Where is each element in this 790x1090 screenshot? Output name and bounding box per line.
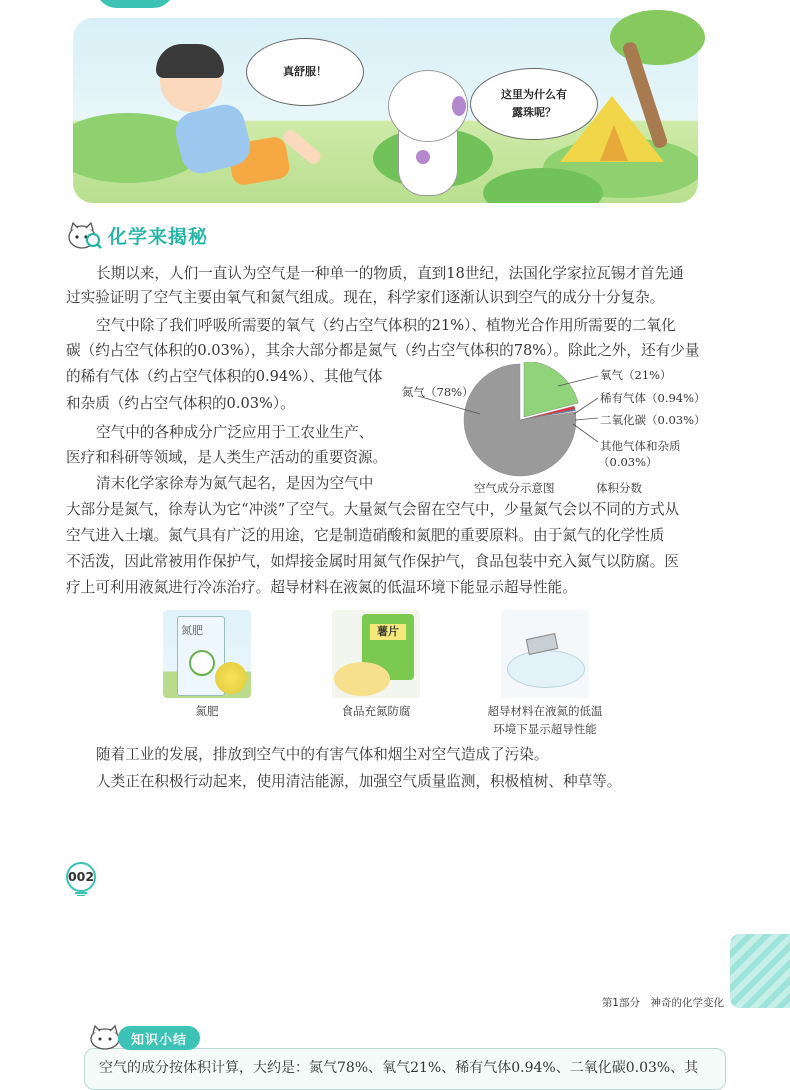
caption-superconductor-1: 超导材料在液氮的低温 [487, 704, 603, 718]
leader-line-co2 [575, 418, 598, 420]
paragraph-line: 空气中的各种成分广泛应用于工农业生产、 [96, 424, 374, 441]
superconductor-picture [501, 610, 589, 698]
fertilizer-bag-text: 氮肥 [181, 624, 203, 637]
paragraph-line: 空气中除了我们呼吸所需要的氧气（约占空气体积的21%）、植物光合作用所需要的二氧化 [96, 317, 676, 334]
pie-label-other-line2: （0.03%） [598, 455, 658, 469]
bubble-boy-text: 真舒服！ [283, 65, 327, 79]
caption-food-nitrogen: 食品充氮防腐 [341, 704, 411, 718]
cat-spot [416, 150, 430, 164]
paragraph-line: 清末化学家徐寿为氮气起名，是因为空气中 [96, 475, 374, 492]
chart-title: 空气成分示意图 [474, 481, 555, 495]
chart-subtitle: 体积分数 [596, 481, 642, 495]
chips-picture [332, 610, 420, 698]
knowledge-summary-text: 空气的成分按体积计算，大约是：氮气78%、氧气21%、稀有气体0.94%、二氧化碳0.03%、其 [99, 1060, 699, 1076]
paragraph-line: 长期以来，人们一直认为空气是一种单一的物质，直到18世纪，法国化学家拉瓦锡才首先通 [96, 265, 684, 282]
knowledge-summary-box [84, 1048, 726, 1090]
side-tab-decoration [730, 934, 790, 1008]
speech-bubble-boy [246, 38, 364, 106]
granules-dish [215, 662, 247, 694]
paragraph-line: 不活泼，因此常被用作保护气，如焊接金属时用氮气作保护气，食品包装中充入氮气以防腐。医 [66, 553, 679, 570]
paragraph-line: 随着工业的发展，排放到空气中的有害气体和烟尘对空气造成了污染。 [96, 746, 549, 763]
paragraph-line: 医疗和科研等领域，是人类生产活动的重要资源。 [66, 449, 388, 466]
page-number: 002 [67, 869, 95, 884]
leader-line-other [573, 424, 598, 442]
speech-bubble-cat [470, 68, 598, 140]
boy-hair [156, 44, 224, 78]
bubble-cat-text-2: 露珠呢？ [512, 106, 556, 119]
caption-fertilizer: 氮肥 [195, 704, 219, 718]
paragraph-line: 碳（约占空气体积的0.03%），其余大部分都是氮气（约占空气体积的78%）。除此之外，还有少量 [66, 342, 700, 359]
cat-spot [452, 96, 466, 116]
tent-door [600, 125, 628, 161]
paragraph-line: 大部分是氮气，徐寿认为它“冲淡”了空气。大量氮气会留在空气中，少量氮气会以不同的方式从 [66, 501, 680, 518]
paragraph-line: 疗上可利用液氮进行冷冻治疗。超导材料在液氮的低温环境下能显示超导性能。 [66, 579, 577, 596]
cat-mascot-icon [66, 222, 102, 250]
top-tab-decoration [95, 0, 175, 8]
chips-bag-label: 薯片 [370, 624, 406, 640]
paragraph-line: 的稀有气体（约占空气体积的0.94%）、其他气体 [66, 368, 383, 385]
sprout-emblem [189, 650, 215, 676]
pie-label-rare-gas: 稀有气体（0.94%） [600, 391, 706, 405]
knowledge-summary-title: 知识小结 [118, 1026, 200, 1050]
pie-label-nitrogen: 氮气（78%） [402, 385, 474, 399]
paragraph-line: 空气进入土壤。氮气具有广泛的用途，它是制造硝酸和氮肥的重要原料。由于氮气的化学性质 [66, 527, 665, 544]
running-head: 第1部分 神奇的化学变化 [601, 997, 724, 1009]
liquid-nitrogen-dish [507, 650, 585, 688]
pie-label-co2: 二氧化碳（0.03%） [600, 413, 706, 427]
pie-chart-svg [400, 362, 720, 502]
pie-label-oxygen: 氧气（21%） [600, 368, 672, 382]
paragraph-line: 过实验证明了空气主要由氧气和氮气组成。现在，科学家们逐渐认识到空气的成分十分复杂。 [66, 289, 665, 306]
paragraph-line: 和杂质（约占空气体积的0.03%）。 [66, 395, 295, 412]
bubble-cat-text-1: 这里为什么有 [501, 88, 567, 102]
cat-mascot-icon [88, 1024, 122, 1050]
paragraph-line: 人类正在积极行动起来，使用清洁能源，加强空气质量监测，积极植树、种草等。 [96, 773, 622, 790]
pie-label-other-line1: 其他气体和杂质 [600, 439, 681, 453]
chips-pile [334, 662, 390, 696]
section-title: 化学来揭秘 [108, 226, 209, 248]
nitrogen-fertilizer-picture [163, 610, 251, 698]
air-composition-chart [400, 362, 720, 502]
caption-superconductor-2: 环境下显示超导性能 [493, 722, 597, 736]
